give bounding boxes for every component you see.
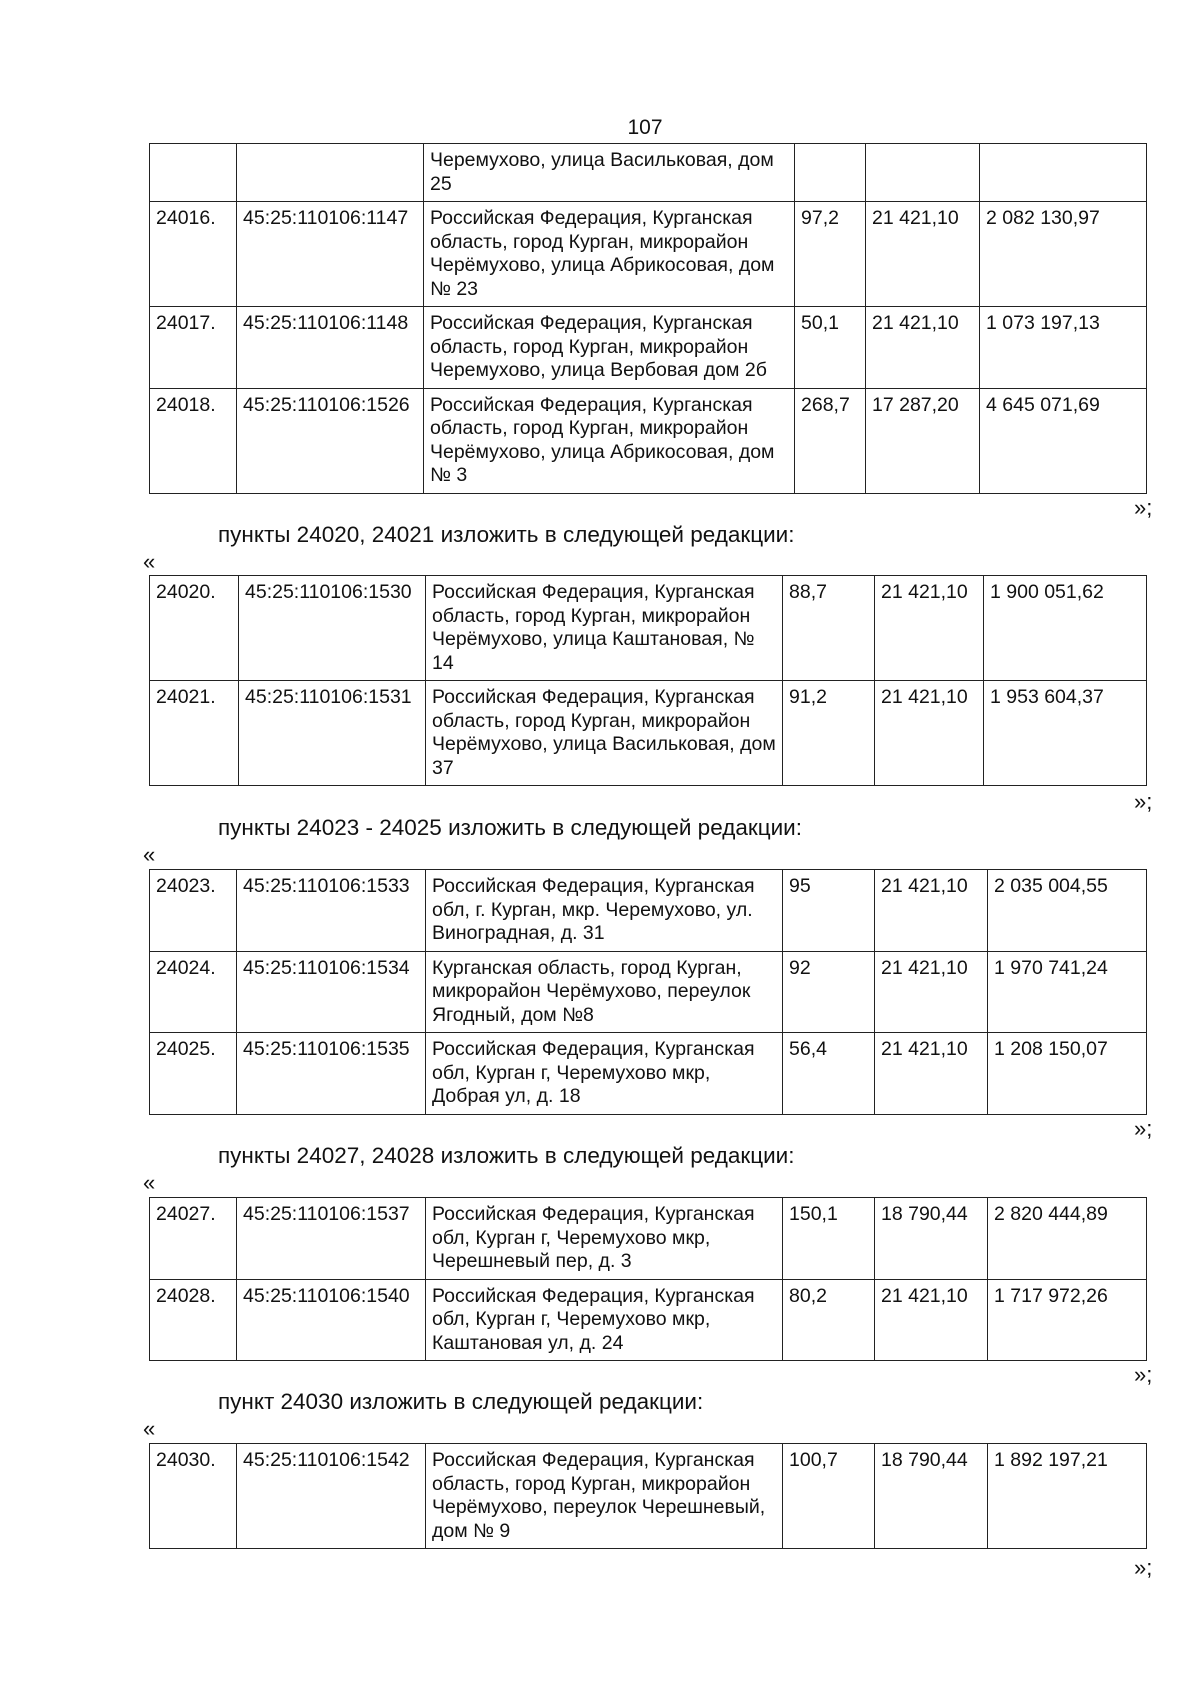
registry-table <box>149 869 1147 1115</box>
page-number: 107 <box>627 116 663 139</box>
row-number-cell: 24018. <box>150 388 237 493</box>
table-row <box>150 681 1147 786</box>
row-number-cell: 24020. <box>150 576 239 681</box>
address-cell: Российская Федерация, Курганская область, город Курган, микрорайон Черёмухово, улица Абрикосовая, дом № 23 <box>424 202 795 307</box>
registry-table <box>149 1197 1147 1361</box>
closing-quote: »; <box>1134 789 1153 814</box>
cadastral-number-cell: 45:25:110106:1147 <box>237 202 424 307</box>
row-number-cell: 24025. <box>150 1033 237 1115</box>
amendment-intro: пункт 24030 изложить в следующей редакции: <box>218 1389 704 1414</box>
cadastral-number-cell: 45:25:110106:1540 <box>237 1279 426 1361</box>
address-cell: Российская Федерация, Курганская область, город Курган, микрорайон Черёмухово, улица Каштановая, № 14 <box>426 576 783 681</box>
registry-table <box>149 143 1147 494</box>
address-cell: Российская Федерация, Курганская область, город Курган, микрорайон Черёмухово, улица Васильковая, дом 37 <box>426 681 783 786</box>
price-per-unit-cell <box>866 144 980 202</box>
area-cell: 100,7 <box>783 1444 875 1549</box>
table-row <box>150 951 1147 1033</box>
cadastral-number-cell: 45:25:110106:1537 <box>237 1198 426 1280</box>
cadastral-number-cell: 45:25:110106:1533 <box>237 870 426 952</box>
cadastral-value-cell: 2 035 004,55 <box>988 870 1147 952</box>
price-per-unit-cell: 17 287,20 <box>866 388 980 493</box>
amendment-intro: пункты 24023 - 24025 изложить в следующей редакции: <box>218 815 802 840</box>
price-per-unit-cell: 18 790,44 <box>875 1444 988 1549</box>
opening-quote: « <box>143 549 156 574</box>
cadastral-number-cell: 45:25:110106:1526 <box>237 388 424 493</box>
row-number-cell: 24023. <box>150 870 237 952</box>
address-cell: Российская Федерация, Курганская область, город Курган, микрорайон Черёмухово, переулок Черешневый, дом № 9 <box>426 1444 783 1549</box>
table-row <box>150 1033 1147 1115</box>
cadastral-value-cell: 1 717 972,26 <box>988 1279 1147 1361</box>
cadastral-value-cell: 2 820 444,89 <box>988 1198 1147 1280</box>
cadastral-number-cell: 45:25:110106:1542 <box>237 1444 426 1549</box>
address-cell: Российская Федерация, Курганская область, город Курган, микрорайон Черемухово, улица Вербовая дом 2б <box>424 307 795 389</box>
table-row <box>150 307 1147 389</box>
price-per-unit-cell: 21 421,10 <box>875 1279 988 1361</box>
closing-quote: »; <box>1134 1116 1153 1141</box>
table-row <box>150 1444 1147 1549</box>
address-cell: Курганская область, город Курган, микрорайон Черёмухово, переулок Ягодный, дом №8 <box>426 951 783 1033</box>
cadastral-value-cell: 1 970 741,24 <box>988 951 1147 1033</box>
area-cell: 92 <box>783 951 875 1033</box>
cadastral-number-cell <box>237 144 424 202</box>
cadastral-value-cell: 1 208 150,07 <box>988 1033 1147 1115</box>
address-cell: Российская Федерация, Курганская область, город Курган, микрорайон Черёмухово, улица Абрикосовая, дом № 3 <box>424 388 795 493</box>
address-cell: Российская Федерация, Курганская обл, Курган г, Черемухово мкр, Каштановая ул, д. 24 <box>426 1279 783 1361</box>
row-number-cell: 24016. <box>150 202 237 307</box>
cadastral-number-cell: 45:25:110106:1531 <box>239 681 426 786</box>
cadastral-value-cell <box>980 144 1147 202</box>
area-cell: 50,1 <box>795 307 866 389</box>
price-per-unit-cell: 21 421,10 <box>875 1033 988 1115</box>
table-row <box>150 202 1147 307</box>
table-row <box>150 576 1147 681</box>
address-cell: Черемухово, улица Васильковая, дом 25 <box>424 144 795 202</box>
price-per-unit-cell: 21 421,10 <box>875 576 984 681</box>
row-number-cell: 24027. <box>150 1198 237 1280</box>
cadastral-number-cell: 45:25:110106:1148 <box>237 307 424 389</box>
row-number-cell: 24024. <box>150 951 237 1033</box>
opening-quote: « <box>143 842 156 867</box>
amendment-intro: пункты 24027, 24028 изложить в следующей редакции: <box>218 1143 795 1168</box>
registry-table <box>149 1443 1147 1549</box>
cadastral-value-cell: 1 953 604,37 <box>984 681 1147 786</box>
row-number-cell: 24028. <box>150 1279 237 1361</box>
price-per-unit-cell: 21 421,10 <box>866 202 980 307</box>
table-row <box>150 144 1147 202</box>
closing-quote: »; <box>1134 1362 1153 1387</box>
cadastral-number-cell: 45:25:110106:1530 <box>239 576 426 681</box>
table-row <box>150 388 1147 493</box>
area-cell <box>795 144 866 202</box>
table-row <box>150 1279 1147 1361</box>
table-row <box>150 870 1147 952</box>
area-cell: 95 <box>783 870 875 952</box>
cadastral-value-cell: 1 900 051,62 <box>984 576 1147 681</box>
cadastral-value-cell: 1 073 197,13 <box>980 307 1147 389</box>
registry-table <box>149 575 1147 786</box>
price-per-unit-cell: 18 790,44 <box>875 1198 988 1280</box>
area-cell: 97,2 <box>795 202 866 307</box>
cadastral-value-cell: 4 645 071,69 <box>980 388 1147 493</box>
amendment-intro: пункты 24020, 24021 изложить в следующей редакции: <box>218 522 795 547</box>
price-per-unit-cell: 21 421,10 <box>875 870 988 952</box>
price-per-unit-cell: 21 421,10 <box>875 951 988 1033</box>
table-row <box>150 1198 1147 1280</box>
row-number-cell: 24017. <box>150 307 237 389</box>
area-cell: 88,7 <box>783 576 875 681</box>
row-number-cell: 24021. <box>150 681 239 786</box>
row-number-cell <box>150 144 237 202</box>
cadastral-number-cell: 45:25:110106:1535 <box>237 1033 426 1115</box>
address-cell: Российская Федерация, Курганская обл, Курган г, Черемухово мкр, Черешневый пер, д. 3 <box>426 1198 783 1280</box>
cadastral-value-cell: 1 892 197,21 <box>988 1444 1147 1549</box>
cadastral-number-cell: 45:25:110106:1534 <box>237 951 426 1033</box>
area-cell: 56,4 <box>783 1033 875 1115</box>
address-cell: Российская Федерация, Курганская обл, г. Курган, мкр. Черемухово, ул. Виноградная, д. 31 <box>426 870 783 952</box>
address-cell: Российская Федерация, Курганская обл, Курган г, Черемухово мкр, Добрая ул, д. 18 <box>426 1033 783 1115</box>
price-per-unit-cell: 21 421,10 <box>866 307 980 389</box>
opening-quote: « <box>143 1170 156 1195</box>
area-cell: 268,7 <box>795 388 866 493</box>
area-cell: 91,2 <box>783 681 875 786</box>
area-cell: 80,2 <box>783 1279 875 1361</box>
cadastral-value-cell: 2 082 130,97 <box>980 202 1147 307</box>
opening-quote: « <box>143 1416 156 1441</box>
row-number-cell: 24030. <box>150 1444 237 1549</box>
closing-quote: »; <box>1134 495 1153 520</box>
price-per-unit-cell: 21 421,10 <box>875 681 984 786</box>
closing-quote: »; <box>1134 1555 1153 1580</box>
area-cell: 150,1 <box>783 1198 875 1280</box>
